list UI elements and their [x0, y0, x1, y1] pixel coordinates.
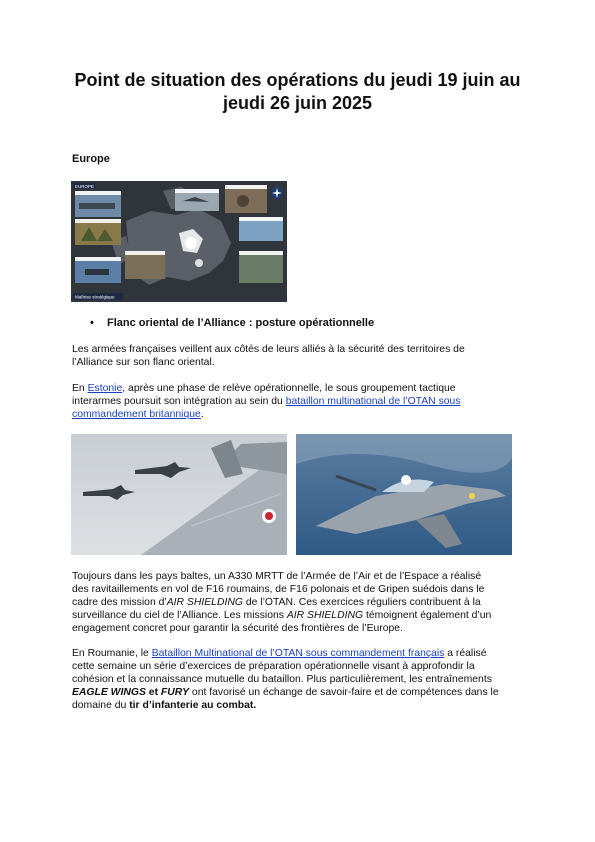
- emphasis-text: tir d’infanterie au combat.: [129, 700, 257, 711]
- text-segment: témoignent également d’un: [363, 610, 492, 621]
- europe-map-image: [71, 181, 287, 302]
- text-line: cohésion et la connaissance mutuelle du bataillon. Plus particulièrement, les entraînements: [72, 674, 492, 685]
- text-segment: a réalisé: [444, 648, 487, 659]
- map-label-europe: EUROPE: [75, 184, 95, 189]
- text-line: Toujours dans les pays baltes, un A330 MRTT de l’Armée de l’Air et de l’Espace a réalisé: [72, 571, 482, 582]
- link-british-command[interactable]: commandement britannique: [72, 409, 201, 420]
- link-otan-battalion-fr[interactable]: Bataillon Multinational de l’OTAN sous commandement français: [151, 648, 445, 659]
- text-segment: cadre des mission d’: [72, 597, 167, 608]
- link-estonia[interactable]: Estonie: [87, 383, 123, 394]
- text-segment: ont favorisé un échange de savoir-faire et de compétences dans le: [189, 687, 499, 698]
- paragraph-baltic-refueling: [72, 570, 527, 635]
- text-segment: , après une phase de relève opérationnelle, le sous groupement tactique: [122, 383, 456, 394]
- bullet-heading: [90, 317, 374, 329]
- text-segment: surveillance du ciel de l’Alliance. Les missions: [72, 610, 287, 621]
- section-heading-europe: Europe: [72, 153, 110, 165]
- exercise-name: FURY: [160, 687, 190, 698]
- text-segment: de l’OTAN. Ces exercices réguliers contribuent à la: [242, 597, 481, 608]
- title-line-2: jeudi 26 juin 2025: [222, 93, 373, 113]
- bullet-marker: •: [90, 317, 94, 329]
- text-segment: .: [200, 409, 204, 420]
- link-otan-battalion-uk[interactable]: bataillon multinational de l’OTAN sous: [285, 396, 461, 407]
- text-segment: En: [72, 383, 88, 394]
- nato-star-icon: [271, 187, 283, 199]
- text-segment: En Roumanie, le: [72, 648, 152, 659]
- bullet-text: Flanc oriental de l’Alliance : posture opérationnelle: [107, 317, 375, 329]
- text-line: des ravitaillements en vol de F16 roumains, de F16 polonais et de Gripen suédois dans le: [72, 584, 485, 595]
- text-line: engagement concret pour garantir la sécurité des frontières de l’Europe.: [72, 623, 403, 634]
- gripen-refueling-photo: [296, 434, 512, 555]
- paragraph-intro: [72, 343, 527, 369]
- exercise-name: EAGLE WINGS: [72, 687, 146, 698]
- map-label-strategic: Maîtrise stratégique: [75, 294, 115, 300]
- text-segment: et: [145, 687, 161, 698]
- title-line-1: Point de situation des opérations du jeudi 19 juin au: [74, 70, 521, 90]
- page-title: [60, 69, 535, 115]
- text-line: cette semaine un série d’exercices de préparation opérationnelle visant à approfondir la: [72, 661, 475, 672]
- fighter-jets-formation-photo: [71, 434, 287, 555]
- text-segment: domaine du: [72, 700, 130, 711]
- paragraph-romania: [72, 647, 527, 712]
- mission-name: AIR SHIELDING: [166, 597, 243, 608]
- mission-name: AIR SHIELDING: [286, 610, 364, 621]
- text-line: l’Alliance sur son flanc oriental.: [72, 357, 215, 368]
- text-segment: interarmes poursuit son intégration au sein du: [72, 396, 286, 407]
- text-line: Les armées françaises veillent aux côtés de leurs alliés à la sécurité des territoires de: [72, 344, 465, 355]
- paragraph-estonia: [72, 382, 527, 421]
